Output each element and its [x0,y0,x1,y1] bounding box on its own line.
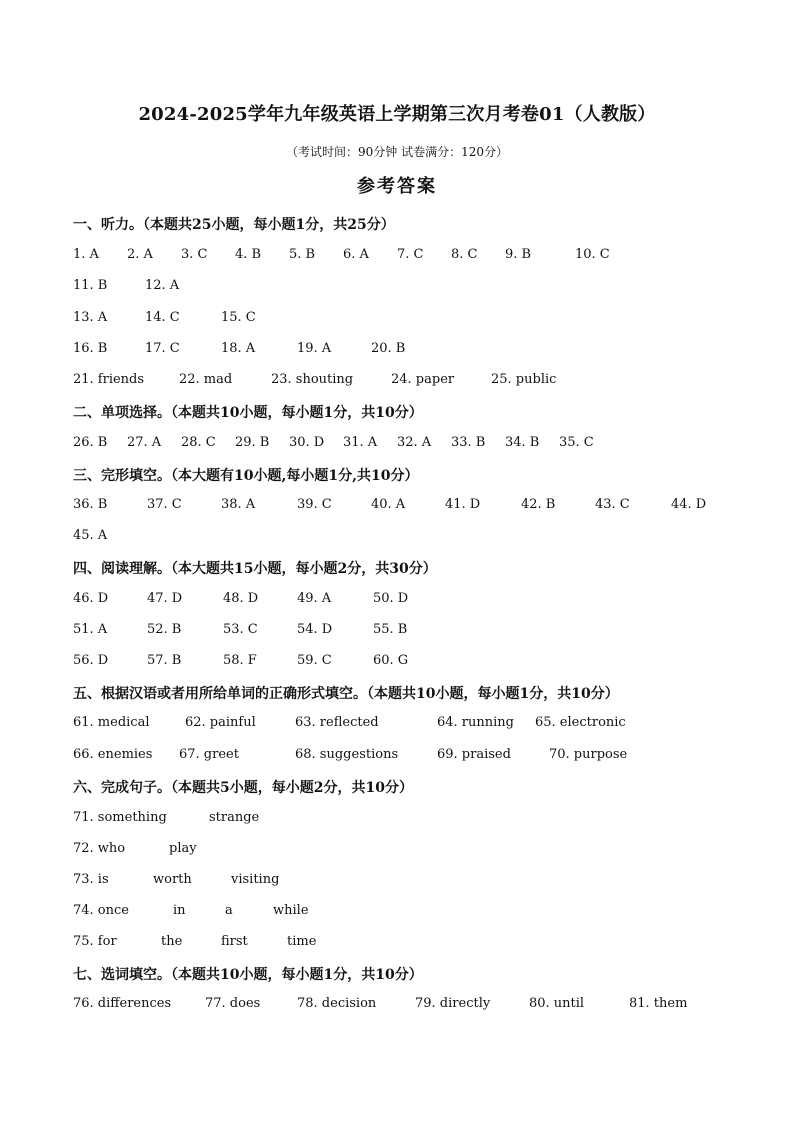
section-header-listening: 一、听力。（本题共25小题，每小题1分，共25分） [73,217,395,233]
answer-item: 5. B [289,247,316,262]
answer-item: 33. B [451,435,486,450]
exam-info: （考试时间：90分钟 试卷满分：120分） [286,145,508,159]
section-header-complete-sentences: 六、完成句子。（本题共5小题，每小题2分，共10分） [73,780,413,796]
answer-item: 29. B [235,435,270,450]
answer-item: 47. D [147,591,183,606]
answer-item: 23. shouting [271,372,354,387]
answer-item: 1. A [73,247,99,262]
answer-item: 25. public [491,372,557,387]
answer-item: 9. B [505,247,532,262]
answer-item: 69. praised [437,747,511,762]
answer-item: 8. C [451,247,478,262]
answer-item: 70. purpose [549,747,628,762]
answer-item: 50. D [373,591,409,606]
answer-item: 32. A [397,435,432,450]
answer-item: 15. C [221,310,256,325]
section-header-cloze: 三、完形填空。（本大题有10小题,每小题1分,共10分） [73,468,419,484]
answer-item: 13. A [73,310,108,325]
answer-item: 62. painful [185,715,256,730]
answer-item: 22. mad [179,372,233,387]
answer-item: in [173,903,186,918]
answer-item: 17. C [145,341,180,356]
answer-item: 7. C [397,247,424,262]
answer-item: 65. electronic [535,715,626,730]
answer-item: 19. A [297,341,332,356]
answer-item: visiting [231,872,280,887]
answer-item: 3. C [181,247,208,262]
answer-item: 58. F [223,653,257,668]
answer-item: 12. A [145,278,180,293]
answer-item: play [169,841,197,856]
answer-item: 60. G [373,653,409,668]
section-header-reading: 四、阅读理解。（本大题共15小题，每小题2分，共30分） [73,561,437,577]
answer-item: 71. something [73,810,167,825]
answer-item: 4. B [235,247,262,262]
answer-item: 41. D [445,497,481,512]
answer-item: the [161,934,183,949]
answer-item: 27. A [127,435,162,450]
answer-item: 16. B [73,341,108,356]
answer-item: 44. D [671,497,707,512]
answer-item: 80. until [529,996,585,1011]
answer-item: 72. who [73,841,126,856]
answer-item: 66. enemies [73,747,153,762]
answer-item: 68. suggestions [295,747,399,762]
answer-item: 52. B [147,622,182,637]
answer-item: 26. B [73,435,108,450]
answer-item: 28. C [181,435,216,450]
answer-item: 10. C [575,247,610,262]
answer-item: 77. does [205,996,261,1011]
answer-item: 20. B [371,341,406,356]
answer-item: while [273,903,309,918]
answer-item: 56. D [73,653,109,668]
answer-item: 21. friends [73,372,145,387]
answer-item: 78. decision [297,996,377,1011]
answer-item: 57. B [147,653,182,668]
answer-item: 48. D [223,591,259,606]
answer-item: 43. C [595,497,630,512]
answer-item: time [287,934,317,949]
answer-item: 79. directly [415,996,491,1011]
answer-heading: 参考答案 [357,176,437,197]
answer-item: first [221,934,248,949]
answer-item: worth [153,872,192,887]
answer-item: 39. C [297,497,332,512]
answer-item: 37. C [147,497,182,512]
answer-item: 36. B [73,497,108,512]
answer-item: 46. D [73,591,109,606]
answer-item: 64. running [437,715,514,730]
answer-item: 59. C [297,653,332,668]
answer-item: 30. D [289,435,325,450]
answer-item: 38. A [221,497,256,512]
answer-item: 18. A [221,341,256,356]
answer-item: 45. A [73,528,108,543]
answer-item: 6. A [343,247,369,262]
answer-item: 31. A [343,435,378,450]
answer-item: 54. D [297,622,333,637]
answer-item: 49. A [297,591,332,606]
answer-item: 42. B [521,497,556,512]
section-header-single-choice: 二、单项选择。（本题共10小题，每小题1分，共10分） [73,405,423,421]
answer-item: strange [209,810,260,825]
answer-item: a [225,903,233,918]
section-header-word-forms: 五、根据汉语或者用所给单词的正确形式填空。（本题共10小题，每小题1分，共10分） [73,686,619,702]
answer-item: 35. C [559,435,594,450]
answer-item: 75. for [73,934,117,949]
page-title: 2024-2025学年九年级英语上学期第三次月考卷01（人教版） [138,104,656,125]
answer-item: 51. A [73,622,108,637]
answer-item: 14. C [145,310,180,325]
answer-item: 11. B [73,278,108,293]
answer-item: 53. C [223,622,258,637]
answer-item: 55. B [373,622,408,637]
answer-item: 63. reflected [295,715,379,730]
answer-item: 40. A [371,497,406,512]
answer-item: 34. B [505,435,540,450]
answer-item: 74. once [73,903,129,918]
answer-item: 24. paper [391,372,455,387]
answer-item: 73. is [73,872,109,887]
answer-item: 81. them [629,996,688,1011]
answer-item: 76. differences [73,996,172,1011]
section-header-word-selection: 七、选词填空。（本题共10小题，每小题1分，共10分） [73,967,423,983]
answer-item: 67. greet [179,747,239,762]
answer-item: 61. medical [73,715,150,730]
answer-item: 2. A [127,247,153,262]
